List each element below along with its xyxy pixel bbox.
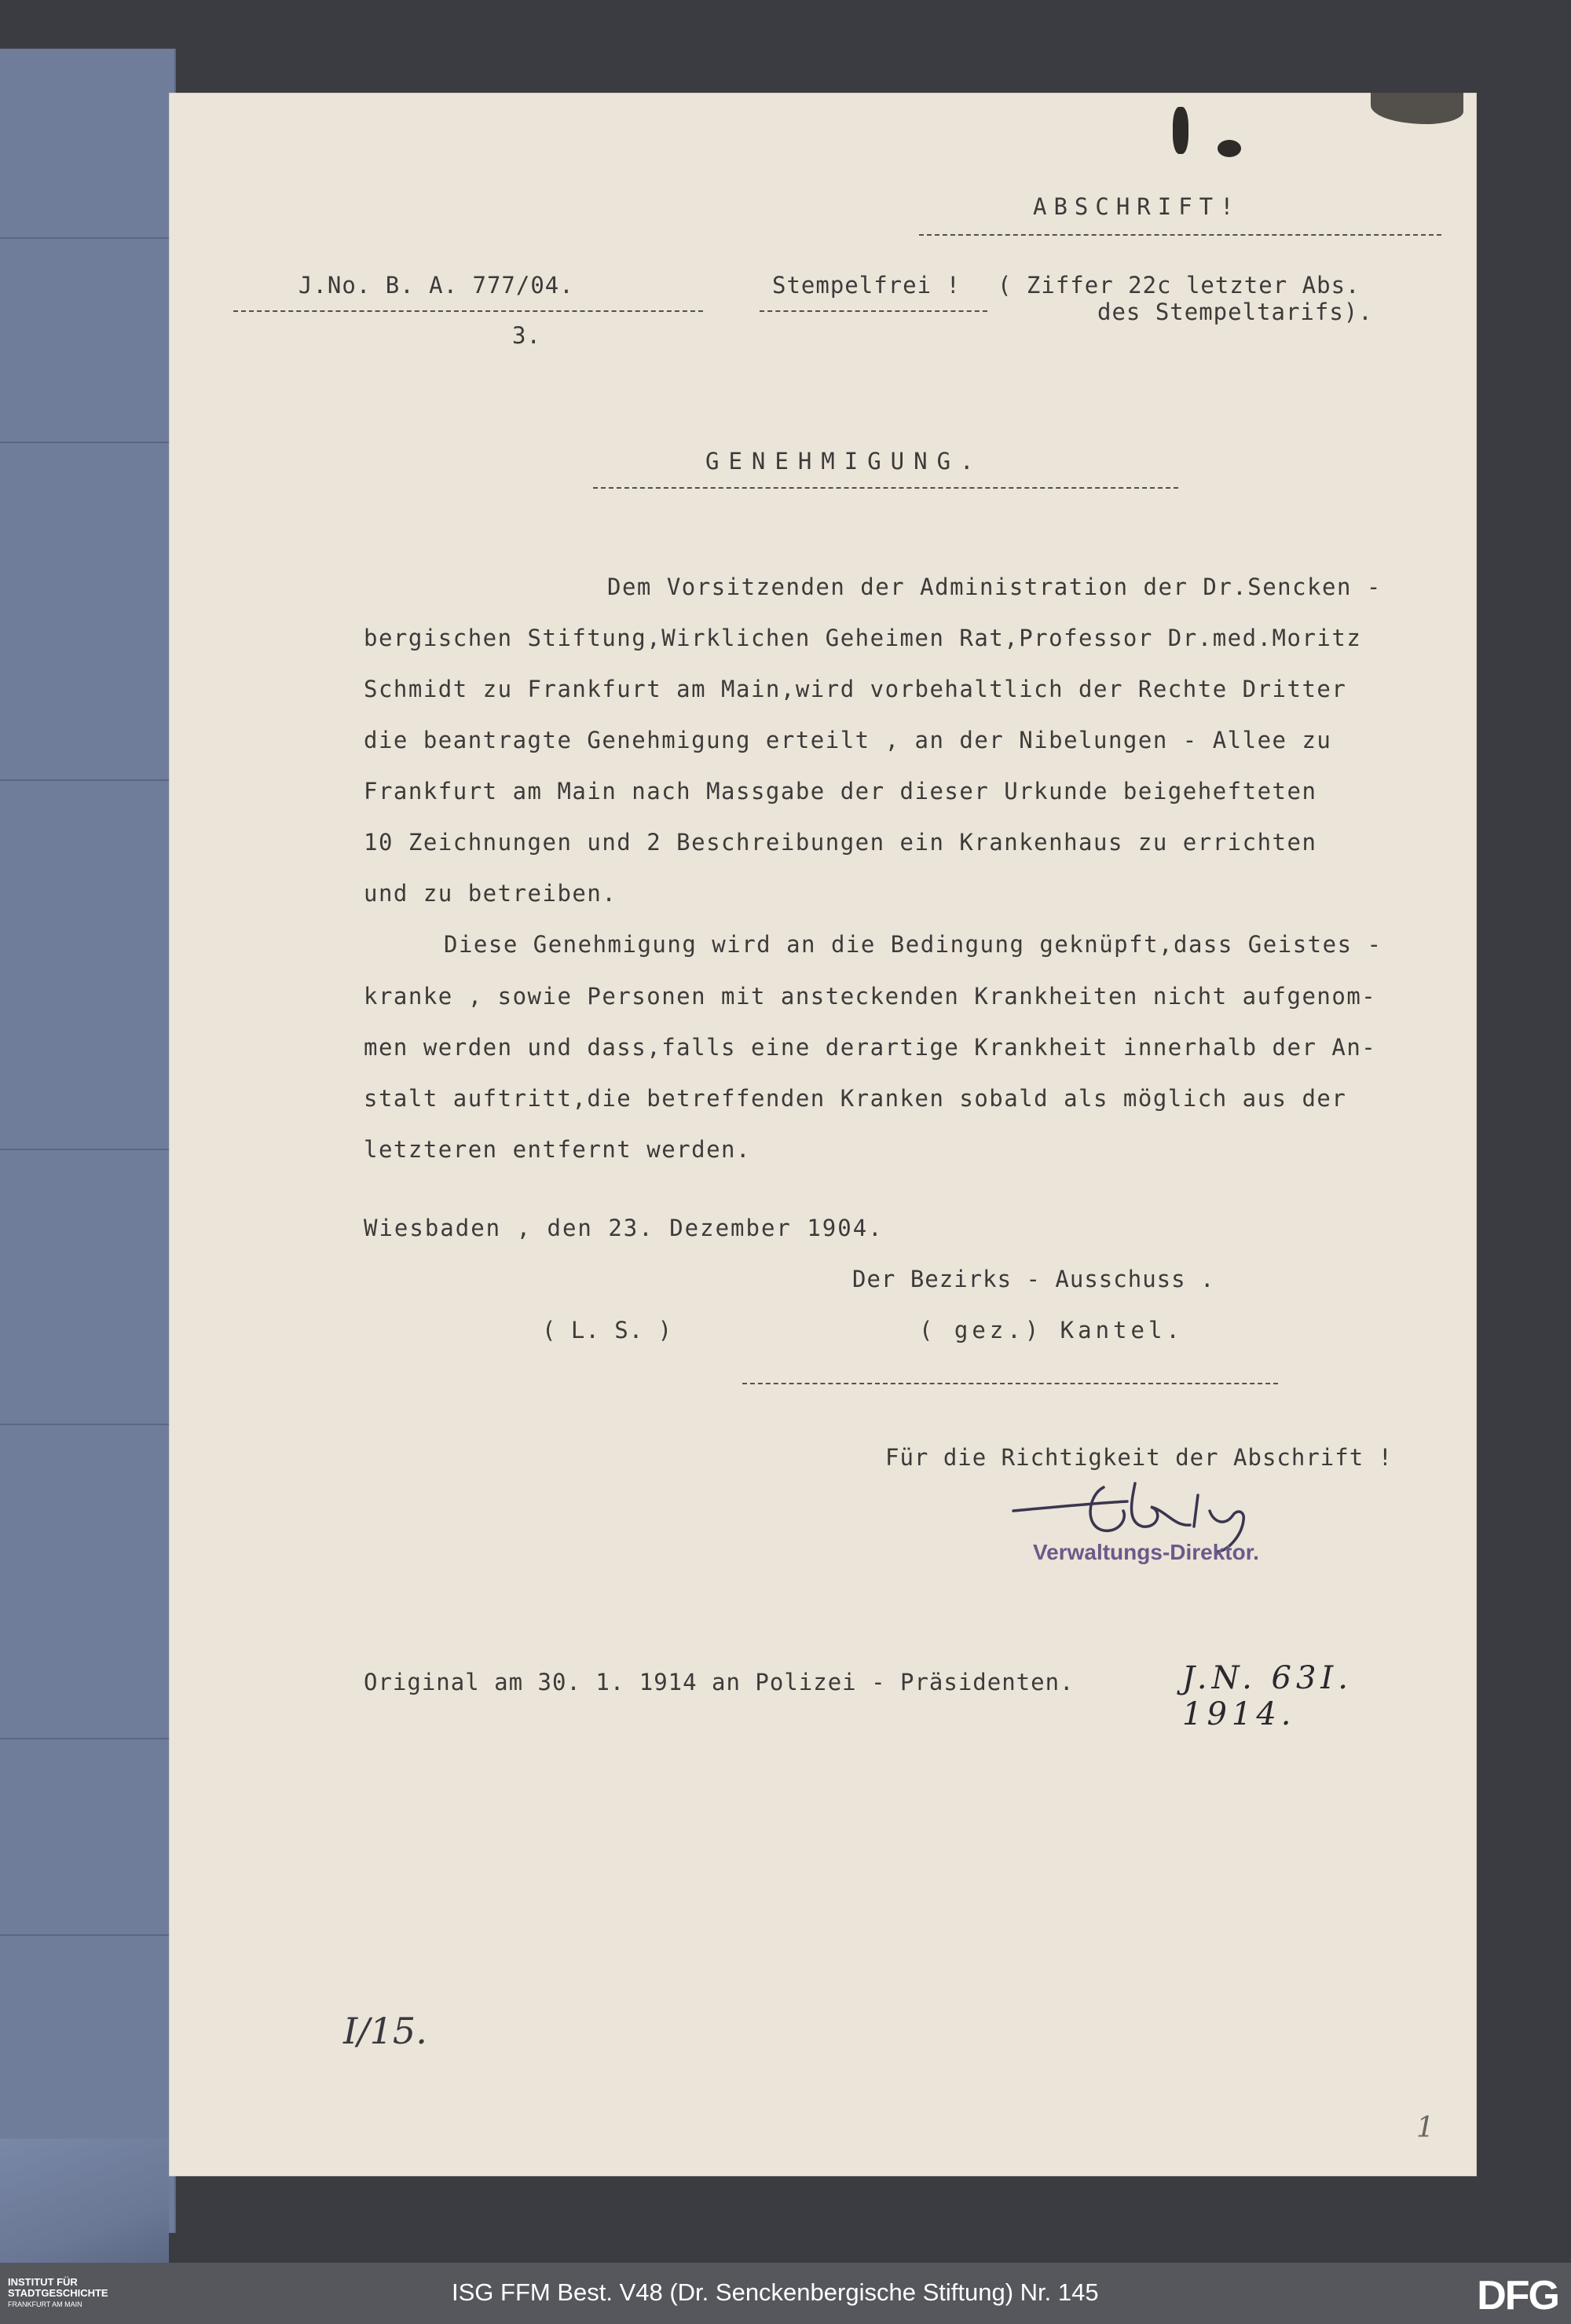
issuing-authority: Der Bezirks - Ausschuss . (852, 1266, 1215, 1292)
document-title: GENEHMIGUNG. (705, 448, 983, 475)
institute-logo (8, 2277, 108, 2310)
body-line: Dem Vorsitzenden der Administration der Dr.Sencken - (607, 574, 1382, 600)
body-line: und zu betreiben. (364, 880, 617, 907)
body-line: kranke , sowie Personen mit ansteckenden Krankheiten nicht aufgenom- (364, 983, 1377, 1010)
archive-title: ISG FFM Best. V48 (Dr. Senckenbergische Stiftung) Nr. 145 (452, 2278, 1099, 2306)
journal-underline (233, 310, 703, 312)
institute-line: FRANKFURT AM MAIN (8, 2300, 82, 2308)
certification-text: Für die Richtigkeit der Abschrift ! (885, 1444, 1393, 1471)
stempelfrei-underline (760, 310, 987, 312)
folder-crease (0, 1424, 169, 1425)
body-line: stalt auftritt,die betreffenden Kranken sobald als möglich aus der (364, 1085, 1347, 1112)
seal-note: ( L. S. ) (542, 1317, 673, 1343)
stempelfrei-label: Stempelfrei ! (772, 272, 961, 299)
body-line: men werden und dass,falls eine derartige Krankheit innerhalb der An- (364, 1034, 1377, 1061)
institute-line: INSTITUT FÜR (8, 2276, 78, 2288)
folder-crease (0, 1149, 169, 1150)
folio-mark: I/15. (343, 2010, 427, 2052)
folder-crease (0, 237, 169, 239)
ink-stain (1371, 93, 1463, 124)
folder-crease (0, 779, 169, 781)
title-underline (593, 487, 1178, 489)
place-date: Wiesbaden , den 23. Dezember 1904. (364, 1215, 884, 1241)
ink-stain (1218, 140, 1241, 157)
body-line: Frankfurt am Main nach Massgabe der dieser Urkunde beigehefteten (364, 778, 1317, 805)
journal-subnumber: 3. (512, 322, 541, 349)
body-line: die beantragte Genehmigung erteilt , an der Nibelungen - Allee zu (364, 727, 1332, 753)
folder-crease (0, 1934, 169, 1936)
ink-stain (1173, 107, 1188, 154)
abschrift-heading: ABSCHRIFT! (1033, 193, 1241, 220)
journal-number: J.No. B. A. 777/04. (298, 272, 574, 299)
folder-crease (0, 442, 169, 443)
body-line: letzteren entfernt werden. (364, 1136, 751, 1163)
ziffer-line-1: ( Ziffer 22c letzter Abs. (998, 272, 1360, 299)
folder-crease (0, 1738, 169, 1739)
document-page (169, 93, 1477, 2176)
archive-footer (0, 2263, 1571, 2324)
director-stamp: Verwaltungs-Direktor. (1033, 1540, 1259, 1564)
blue-folder (0, 49, 176, 2233)
body-line: bergischen Stiftung,Wirklichen Geheimen Rat,Professor Dr.med.Moritz (364, 625, 1362, 651)
body-line: Diese Genehmigung wird an die Bedingung geknüpft,dass Geistes - (444, 931, 1382, 958)
body-line: Schmidt zu Frankfurt am Main,wird vorbehaltlich der Rechte Dritter (364, 676, 1347, 702)
dfg-logo: DFG (1477, 2273, 1558, 2319)
body-line: 10 Zeichnungen und 2 Beschreibungen ein Krankenhaus zu errichten (364, 829, 1317, 856)
signed-by: ( gez.) Kantel. (919, 1317, 1184, 1343)
ziffer-line-2: des Stempeltarifs). (1097, 299, 1373, 325)
signoff-rule (742, 1383, 1278, 1384)
handwritten-journal-number: J.N. 63I. 1914. (1182, 1660, 1353, 1732)
institute-line: STADTGESCHICHTE (8, 2287, 108, 2299)
page-number: 1 (1416, 2112, 1434, 2144)
original-note: Original am 30. 1. 1914 an Polizei - Präsidenten. (364, 1669, 1075, 1695)
abschrift-underline (919, 234, 1441, 236)
